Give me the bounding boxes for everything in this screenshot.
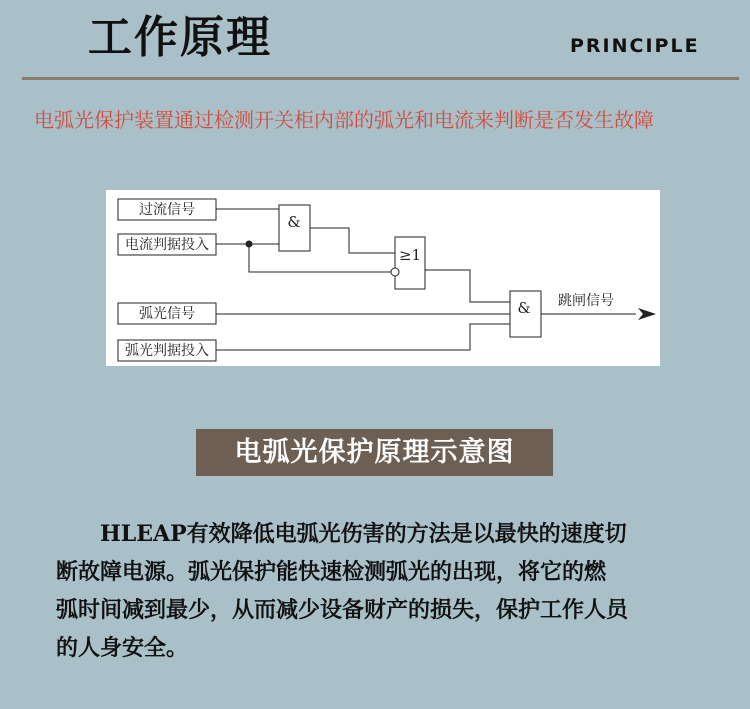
- intro-text: 电弧光保护装置通过检测开关柜内部的弧光和电流来判断是否发生故障: [34, 108, 654, 132]
- header-divider: [22, 77, 739, 80]
- output-label: 跳闸信号: [558, 293, 614, 309]
- output-arrow-icon: [638, 308, 656, 320]
- and-gate-1: [279, 205, 310, 251]
- input-current-judgment-label: 电流判据投入: [125, 237, 209, 253]
- or-gate-symbol: ≥1: [398, 246, 422, 264]
- or-gate-inverter-bubble: [391, 268, 399, 276]
- input-arc-judgment: [118, 340, 216, 361]
- and-gate-2: [510, 291, 541, 337]
- body-line: HLEAP有效降低电弧光伤害的方法是以最快的速度切: [100, 521, 627, 547]
- or-gate: [391, 237, 425, 289]
- logic-diagram: [106, 190, 660, 366]
- input-overcurrent-label: 过流信号: [139, 202, 195, 218]
- body-line: 弧时间减到最少，从而减少设备财产的损失，保护工作人员: [56, 597, 629, 623]
- body-paragraph: [56, 515, 706, 667]
- page-subtitle: PRINCIPLE: [570, 35, 700, 57]
- input-arc-judgment-label: 弧光判据投入: [125, 343, 209, 359]
- and-gate-2-symbol: &: [517, 299, 531, 317]
- input-current-judgment: [118, 234, 216, 255]
- and-gate-1-symbol: &: [287, 213, 301, 231]
- input-arc-signal: [118, 303, 216, 324]
- input-overcurrent-signal: [118, 199, 216, 220]
- input-arc-signal-label: 弧光信号: [139, 306, 195, 322]
- body-line: 的人身安全。: [56, 635, 189, 661]
- body-line: 断故障电源。弧光保护能快速检测弧光的出现，将它的燃: [56, 559, 607, 585]
- diagram-caption: 电弧光保护原理示意图: [196, 429, 553, 476]
- page-title: 工作原理: [88, 12, 272, 63]
